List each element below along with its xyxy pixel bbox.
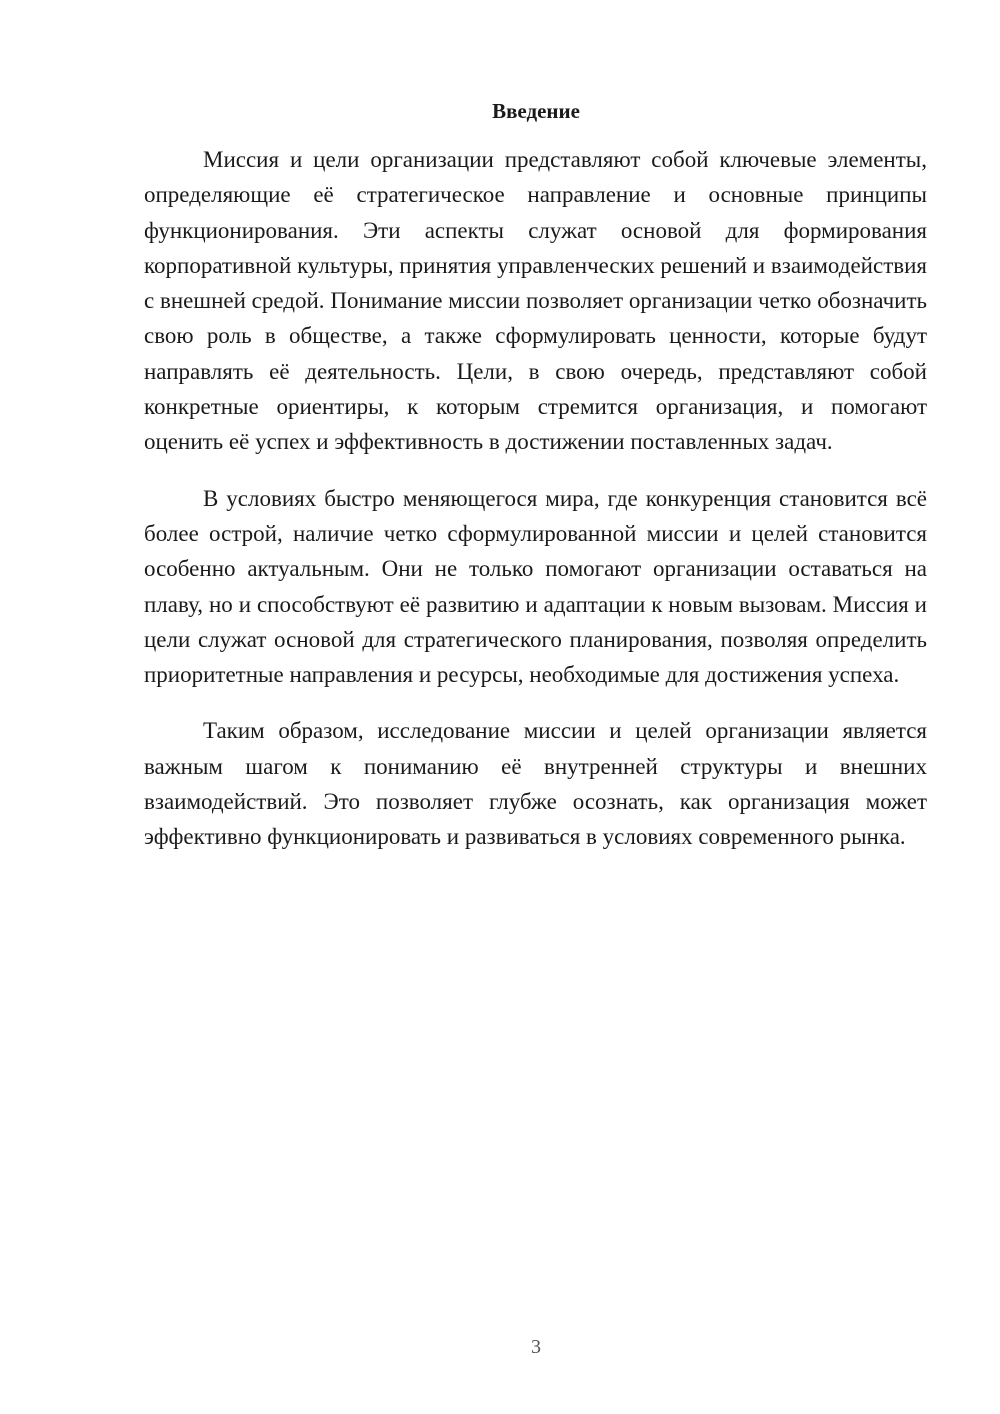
page-title: Введение (492, 99, 580, 123)
paragraph-2: В условиях быстро меняющегося мира, где конкуренция становится всё более острой, наличие четко сформулированной миссии и целей становится особенно актуальным. Они не только помогают организации оставаться на плаву, но и способствуют её развитию и адаптации к новым вызовам. Миссия и цели служат основой для стратегического планирования, позволяя определить приоритетные направления и ресурсы, необходимые для достижения успеха. (144, 485, 927, 688)
paragraph-3: Таким образом, исследование миссии и целей организации является важным шагом к пониманию её внутренней структуры и внешних взаимодействий. Это позволяет глубже осознать, как организация может эффективно функционировать и развиваться в условиях современного рынка. (144, 718, 927, 850)
page-number: 3 (531, 1336, 541, 1358)
document-body (144, 142, 927, 876)
paragraph-1: Миссия и цели организации представляют собой ключевые элементы, определяющие её стратегическое направление и основные принципы функционирования. Эти аспекты служат основой для формирования корпоративной культуры, принятия управленческих решений и взаимодействия с внешней средой. Понимание миссии позволяет организации четко обозначить свою роль в обществе, а также сформулировать ценности, которые будут направлять её деятельность. Цели, в свою очередь, представляют собой конкретные ориентиры, к которым стремится организация, и помогают оценить её успех и эффективность в достижении поставленных задач. (144, 147, 927, 455)
